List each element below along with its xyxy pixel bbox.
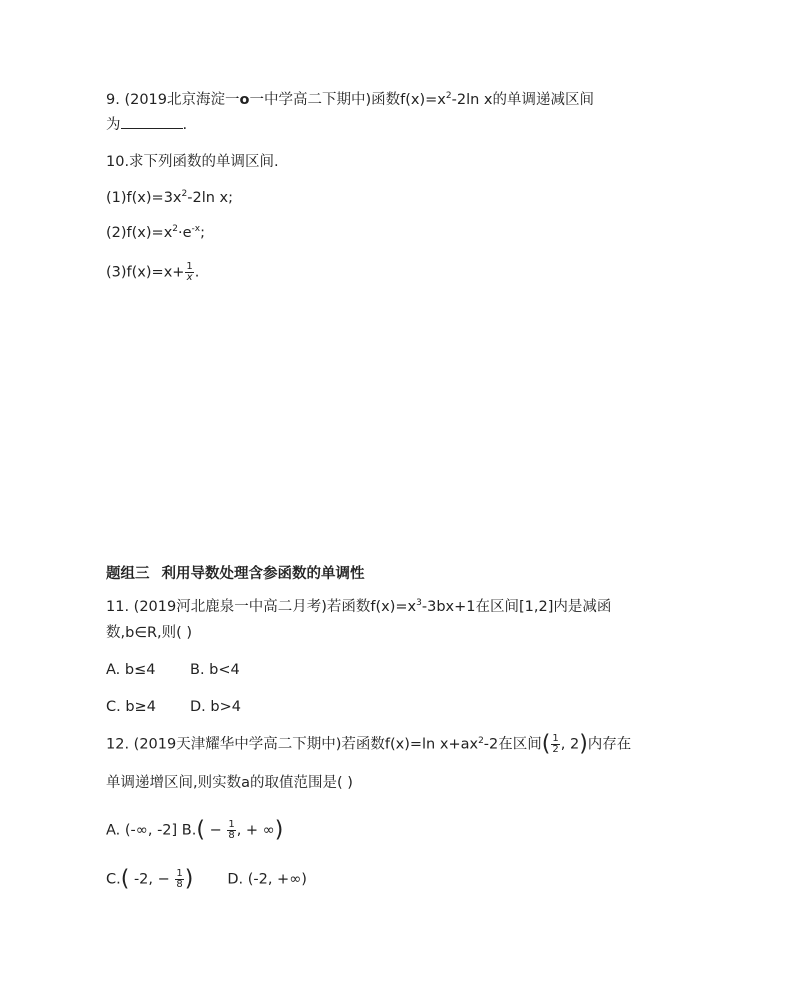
q12-line2 — [106, 773, 353, 793]
q12-options-row1 — [106, 817, 284, 843]
q12-options-row2 — [106, 866, 307, 892]
q12-option-b-fraction — [227, 820, 235, 841]
q11-option-a: A. b≤4 — [106, 662, 156, 678]
fraction-denominator: 8 — [228, 830, 235, 841]
q10-p3-a: (3)f(x)=x+ — [106, 264, 185, 281]
q10-p1-b: -2ln x; — [187, 190, 233, 206]
q11-exponent: 3 — [416, 598, 422, 608]
q10-p3-fraction — [185, 262, 193, 283]
fraction-numerator: 1 — [228, 819, 235, 830]
q12-text-b: -2在区间 — [483, 736, 542, 753]
q9-text-b: 一中学高二下期中)函数f(x)=x — [249, 92, 446, 108]
q9-text-c: -2ln x的单调递减区间 — [451, 92, 594, 108]
fraction-numerator: 1 — [552, 733, 559, 744]
q12-option-c-label: C. — [106, 871, 121, 888]
q12-option-d: D. (-2, +∞) — [227, 871, 307, 888]
section-label: 题组三 — [106, 566, 150, 582]
q9-line2-suffix: . — [182, 117, 188, 133]
q10-p2-a: (2)f(x)=x — [106, 225, 173, 241]
q11-text-a: 11. (2019河北鹿泉一中高二月考)若函数f(x)=x — [106, 599, 417, 615]
q9-line1 — [106, 90, 594, 112]
q10-p2-c: ; — [200, 225, 206, 241]
q11-text-b: -3bx+1在区间[1,2]内是减函 — [421, 599, 612, 615]
q10-part2 — [106, 223, 205, 245]
q12-option-a: A. (-∞, -2] — [106, 822, 178, 839]
q12-option-c-fraction — [175, 869, 183, 890]
q12-interval-fraction — [551, 734, 559, 755]
q9-line2-prefix: 为 — [106, 117, 121, 133]
q12-text-c: 内存在 — [587, 736, 632, 753]
q10-p2-b: ·e — [178, 225, 192, 241]
fraction-numerator: 1 — [186, 261, 193, 272]
q10-p1-exponent: 2 — [181, 189, 188, 199]
q9-line2 — [106, 115, 187, 135]
q10-stem — [106, 152, 279, 172]
left-paren: ( — [196, 817, 205, 843]
q10-p2-exponent2: -x — [191, 224, 201, 234]
q12-option-b-label: B. — [181, 822, 197, 839]
fraction-numerator: 1 — [176, 868, 183, 879]
q10-p3-b: . — [194, 264, 200, 281]
q11-line2 — [106, 623, 192, 643]
answer-blank — [121, 115, 183, 129]
q10-part1 — [106, 188, 233, 210]
q10-p1-a: (1)f(x)=3x — [106, 190, 182, 206]
q12-text-a: 12. (2019天津耀华中学高二下期中)若函数f(x)=ln x+ax — [106, 736, 479, 753]
right-paren: ) — [184, 866, 194, 892]
q12-interval-tail: , 2 — [560, 736, 580, 753]
q9-exponent: 2 — [445, 91, 452, 101]
q12-line1 — [106, 731, 632, 757]
fraction-denominator: x — [186, 272, 193, 283]
section-heading — [106, 564, 365, 584]
q10-p2-exponent: 2 — [172, 224, 179, 234]
q12-exponent: 2 — [478, 735, 484, 746]
q11-line2-text: 数,b∈R,则( ) — [106, 625, 193, 641]
fraction-denominator: 8 — [176, 879, 183, 890]
q9-text-mid: o — [239, 92, 250, 108]
q11-option-d: D. b>4 — [190, 699, 241, 715]
left-paren: ( — [541, 731, 551, 757]
q11-options-row1 — [106, 660, 240, 680]
q9-text-a: 9. (2019北京海淀一 — [106, 92, 240, 108]
q12-option-c-body: -2, − — [133, 871, 170, 888]
q12-option-b-minus: − — [209, 822, 222, 839]
right-paren: ) — [274, 817, 284, 843]
q11-options-row2 — [106, 697, 241, 717]
q11-option-b: B. b<4 — [190, 662, 240, 678]
q11-option-c: C. b≥4 — [106, 699, 156, 715]
fraction-denominator: 2 — [552, 744, 559, 755]
q10-stem-text: 10.求下列函数的单调区间. — [106, 154, 279, 170]
q11-line1 — [106, 597, 611, 619]
q12-option-b-tail: , + ∞ — [236, 822, 275, 839]
section-title: 利用导数处理含参函数的单调性 — [161, 566, 365, 582]
right-paren: ) — [579, 731, 588, 757]
left-paren: ( — [120, 866, 130, 892]
q10-part3 — [106, 262, 199, 283]
q12-line2-text: 单调递增区间,则实数a的取值范围是( ) — [106, 775, 353, 791]
